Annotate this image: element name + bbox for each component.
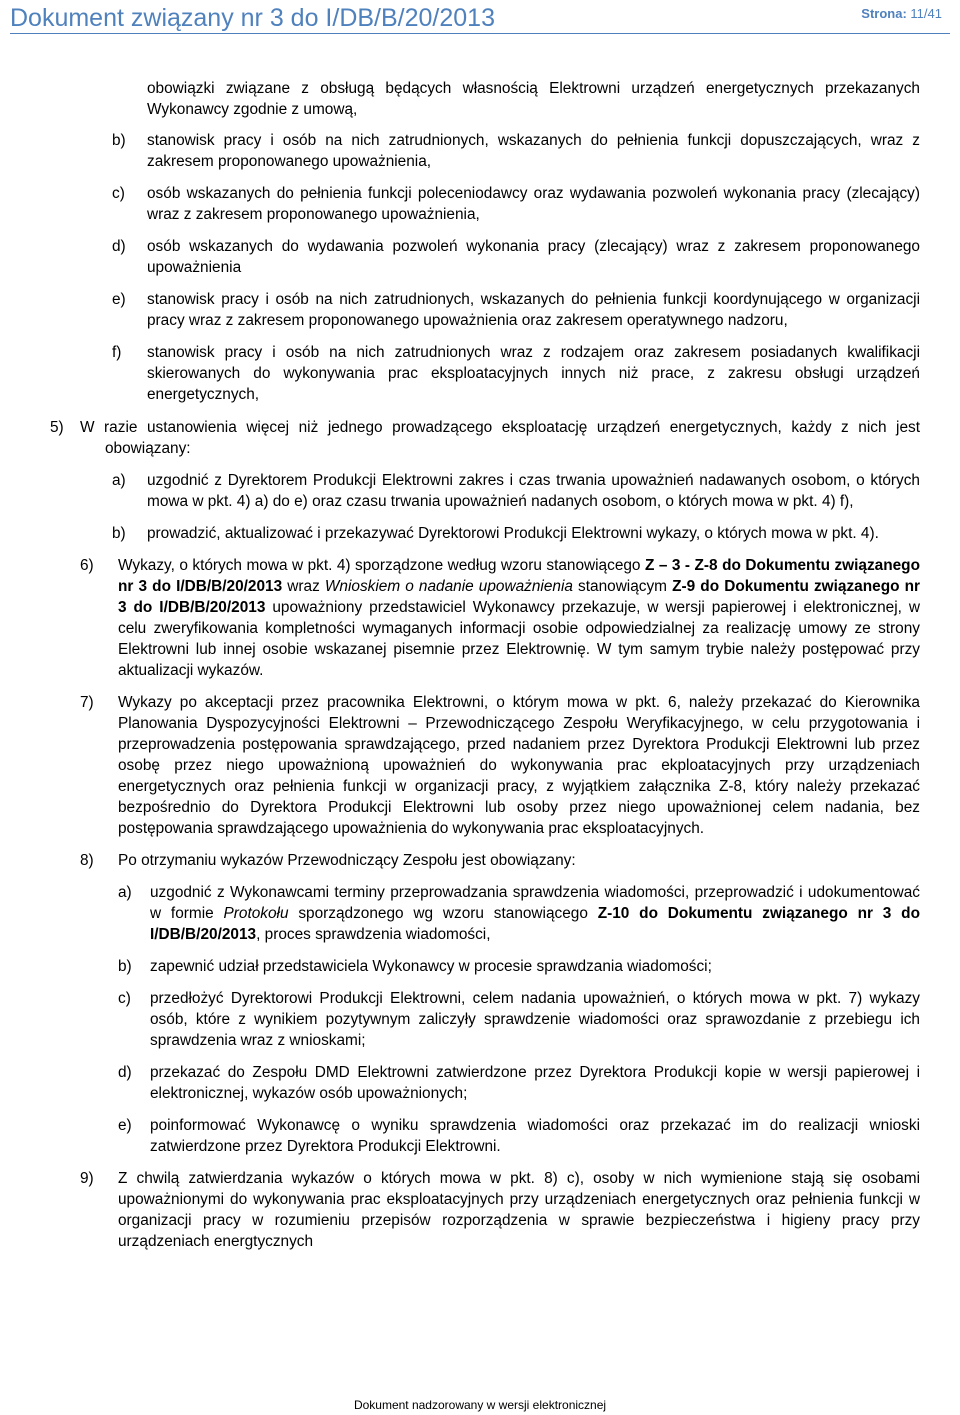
text-run: Wykazy, o których mowa w pkt. 4) sporządzone według wzoru stanowiącego <box>118 557 645 574</box>
text-run: sporządzonego wg wzoru stanowiącego <box>288 905 598 922</box>
paragraph-text: Z chwilą zatwierdzania wykazów o których mowa w pkt. 8) c), osoby w nich wymienione stają się osobami upoważnionymi do wykonywania prac eksploatacyjnych przy urządzeniach energetycznych oraz pełnienia funkcji w organizacji pracy w rozumieniu przepisów rozporządzenia w sprawie bezpieczeństwa i higieny pracy przy urządzeniach energtycznych <box>118 1170 920 1250</box>
paragraph-text <box>118 555 920 681</box>
paragraph-text: stanowisk pracy i osób na nich zatrudnionych, wskazanych do pełnienia funkcji koordynującego w organizacji pracy wraz z zakresem proponowanego upoważnienia oraz zakresem operatywnego nadzoru, <box>147 291 920 329</box>
paragraph-text: uzgodnić z Dyrektorem Produkcji Elektrowni zakres i czas trwania upoważnień nadawanych osobom, o których mowa w pkt. 4) a) do e) oraz czasu trwania upoważnień nadanych osobom, o których mowa w pkt. 4) f), <box>147 472 920 510</box>
paragraph-text: przekazać do Zespołu DMD Elektrowni zatwierdzone przez Dyrektora Produkcji kopie w wersji papierowej i elektronicznej, wykazów osób upoważnionych; <box>150 1064 920 1102</box>
list-item-d <box>0 236 960 278</box>
list-marker: e) <box>118 1117 132 1134</box>
page-label: Strona: <box>861 6 907 21</box>
list-marker: e) <box>112 291 126 308</box>
paragraph-text: poinformować Wykonawcę o wyniku sprawdzenia wiadomości oraz przekazać im do realizacji wnioski zatwierdzone przez Dyrektora Produkcji Elektrowni. <box>150 1117 920 1155</box>
section-7 <box>0 692 960 839</box>
paragraph-text: prowadzić, aktualizować i przekazywać Dyrektorowi Produkcji Elektrowni wykazy, o których mowa w pkt. 4). <box>147 525 879 542</box>
text-run: wraz <box>282 578 325 595</box>
paragraph-text: zapewnić udział przedstawiciela Wykonawcy w procesie sprawdzania wiadomości; <box>150 958 712 975</box>
section-5-text: W razie ustanowienia więcej niż jednego prowadzącego eksploatację urządzeń energetycznych, każdy z nich jest obowiązany: <box>80 419 920 457</box>
section-5-item-b <box>0 523 960 544</box>
section-marker: 5) <box>50 419 64 436</box>
list-item-continued <box>0 78 960 120</box>
paragraph-text <box>150 882 920 945</box>
header-divider <box>10 33 950 34</box>
list-item-b <box>0 130 960 172</box>
page-number <box>861 6 942 21</box>
paragraph-text: Po otrzymaniu wykazów Przewodniczący Zespołu jest obowiązany: <box>118 852 576 869</box>
bold-reference: Z-9 do Dokumentu związanego nr 3 do I/DB/B/20/2013 <box>118 578 920 616</box>
section-8-item-e <box>0 1115 960 1157</box>
list-marker: c) <box>118 990 131 1007</box>
document-title: Dokument związany nr 3 do I/DB/B/20/2013 <box>10 4 495 32</box>
section-8-item-c <box>0 988 960 1051</box>
list-marker: f) <box>112 344 122 361</box>
section-8-item-d <box>0 1062 960 1104</box>
list-marker: d) <box>118 1064 132 1081</box>
list-item-c <box>0 183 960 225</box>
section-8-item-a <box>0 882 960 945</box>
list-marker: c) <box>112 185 125 202</box>
paragraph-text: stanowisk pracy i osób na nich zatrudnionych, wskazanych do pełnienia funkcji dopuszczających, wraz z zakresem proponowanego upoważnienia, <box>147 132 920 170</box>
list-item-e <box>0 289 960 331</box>
section-5 <box>0 417 960 459</box>
paragraph-text: osób wskazanych do wydawania pozwoleń wykonania pracy (zlecający) wraz z zakresem proponowanego upoważnienia <box>147 238 920 276</box>
paragraph-text: Wykazy po akceptacji przez pracownika Elektrowni, o którym mowa w pkt. 6, należy przekazać do Kierownika Planowania Dyspozycyjności Elektrowni – Przewodniczącego Zespołu Weryfikacyjnego, w celu przygotowania i przeprowadzenia postępowania sprawdzającego, przed nadaniem przez Dyrektora Produkcji Elektrowni lub przez osobę przez niego upoważnioną upoważnień do wykonywania prac ekploatacyjnych przy urządzeniach energetycznych oraz pełnienia funkcji w organizacji pracy, z wyjątkiem załącznika Z-8, który należy przekazać bezpośrednio do Dyrektora Produkcji Elektrowni lub osoby przez niego upoważnionej celem nadania, bez postępowania sprawdzającego upoważnienia do wykonywania prac eksploatacyjnych. <box>118 694 920 837</box>
italic-reference: Wnioskiem o nadanie upoważnienia <box>324 578 573 595</box>
section-5-item-a <box>0 470 960 512</box>
list-marker: a) <box>118 884 132 901</box>
section-marker: 8) <box>80 852 94 869</box>
section-8 <box>0 850 960 871</box>
page-footer: Dokument nadzorowany w wersji elektronicznej <box>353 1398 607 1412</box>
list-marker: b) <box>112 525 126 542</box>
document-body <box>0 78 960 1252</box>
text-run: , proces sprawdzenia wiadomości, <box>256 926 491 943</box>
section-marker: 9) <box>80 1170 94 1187</box>
paragraph-text <box>80 417 920 459</box>
text-run: stanowiącym <box>572 578 673 595</box>
list-marker: b) <box>118 958 132 975</box>
list-marker: a) <box>112 472 126 489</box>
section-8-item-b <box>0 956 960 977</box>
bold-reference: Z-10 do Dokumentu związanego nr 3 do I/DB/B/20/2013 <box>150 905 920 943</box>
paragraph-text: przedłożyć Dyrektorowi Produkcji Elektrowni, celem nadania upoważnień, o których mowa w pkt. 7) wykazy osób, które z wynikiem pozytywnym zaliczyły sprawdzenie wiadomości oraz sprawozdanie z przebiegu ich sprawdzenia wraz z wnioskami; <box>150 990 920 1049</box>
text-run: upoważniony przedstawiciel Wykonawcy przekazuje, w wersji papierowej i elektronicznej, w celu zweryfikowania kompletności wymaganych informacji osobie odpowiedzialnej za realizację umowy ze strony Elektrowni lub innej osobie wskazanej pisemnie przez Elektrownię. W tym samym trybie należy postępować przy aktualizacji wykazów. <box>118 599 920 679</box>
section-9 <box>0 1168 960 1252</box>
list-marker: b) <box>112 132 126 149</box>
section-marker: 6) <box>80 557 94 574</box>
page-value: 11/41 <box>910 6 942 21</box>
text-run: uzgodnić z Wykonawcami terminy przeprowadzania sprawdzenia wiadomości, przeprowadzić i udokumentować w formie <box>150 884 920 922</box>
paragraph-text: osób wskazanych do pełnienia funkcji poleceniodawcy oraz wydawania pozwoleń wykonania pracy (zlecający) wraz z zakresem proponowanego upoważnienia, <box>147 185 920 223</box>
paragraph-text: obowiązki związane z obsługą będących własnością Elektrowni urządzeń energetycznych przekazanych Wykonawcy zgodnie z umową, <box>147 80 920 118</box>
paragraph-text: stanowisk pracy i osób na nich zatrudnionych wraz z rodzajem oraz zakresem posiadanych kwalifikacji skierowanych do wykonywania prac eksploatacyjnych innych niż prace, z zakresu obsługi urządzeń energetycznych, <box>147 344 920 403</box>
bold-reference: Z – 3 - Z-8 do Dokumentu związanego nr 3 do I/DB/B/20/2013 <box>118 557 920 595</box>
italic-reference: Protokołu <box>223 905 289 922</box>
section-marker: 7) <box>80 694 94 711</box>
page-header <box>0 0 960 38</box>
list-marker: d) <box>112 238 126 255</box>
list-item-f <box>0 342 960 405</box>
section-6 <box>0 555 960 681</box>
